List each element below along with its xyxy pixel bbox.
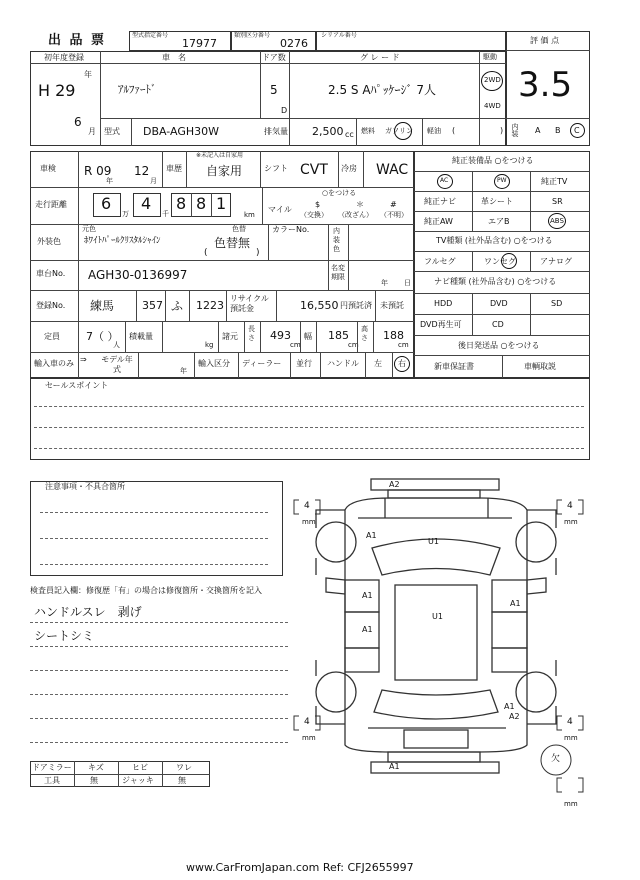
reg-number: 1223: [196, 299, 224, 312]
door-count: 5: [270, 83, 278, 97]
exterior-color: ﾎﾜｲﾄﾊﾟｰﾙｸﾘｽﾀﾙｼｬｲﾝ: [84, 236, 161, 246]
reg-area: 練馬: [90, 299, 115, 313]
note-line-2: シートシミ: [34, 629, 95, 643]
inspection-month: 12: [134, 164, 150, 178]
class-box: 類別区分番号 0276: [231, 31, 316, 51]
score-value: 3.5: [518, 65, 573, 105]
tire-rear-left: 4: [304, 717, 310, 727]
car-name: ｱﾙﾌｧｰﾄﾞ: [118, 83, 157, 96]
damage-label: A1: [362, 591, 373, 600]
width-value: 185: [328, 329, 349, 342]
notes-title: 注意事項・不具合箇所: [45, 482, 125, 491]
tire-front-right: 4: [567, 501, 573, 511]
damage-label: A1: [362, 625, 373, 634]
mileage-digit-2: 4: [141, 194, 152, 213]
length-value: 493: [270, 329, 291, 342]
recycle-value: 16,550: [300, 299, 339, 312]
reg-kana: ふ: [171, 299, 184, 313]
score-label: 評 価 点: [530, 36, 560, 45]
damage-label: A1: [504, 702, 515, 711]
model-cert-box: 型式指定番号 17977: [129, 31, 231, 51]
displacement: 2,500: [312, 125, 344, 138]
form-title: 出 品 票: [48, 33, 107, 48]
color-change: 色替無: [214, 236, 251, 250]
damage-label: A2: [389, 480, 400, 489]
damage-label: A1: [389, 762, 400, 771]
mileage-digit-1: 6: [101, 194, 112, 213]
first-reg-year: H 29: [38, 81, 76, 100]
footer-ref: www.CarFromJapan.com Ref: CFJ2655997: [186, 861, 414, 874]
capacity-value: 7（ ）: [86, 330, 119, 343]
first-reg-month: 6: [74, 115, 82, 129]
history-value: 自家用: [206, 164, 243, 178]
grade-value: 2.5 S Aﾊﾟｯｹｰｼﾞ 7人: [328, 83, 436, 97]
serial-box: シリアル番号: [316, 31, 506, 51]
damage-label: U1: [428, 537, 439, 546]
inspector-note: 検査員記入欄：修復歴「有」の場合は修復箇所・交換箇所を記入: [30, 586, 262, 595]
damage-label: A1: [366, 531, 377, 540]
tire-front-left: 4: [304, 501, 310, 511]
reg-class: 357: [142, 299, 163, 312]
mileage-digit-5: 1: [216, 194, 227, 213]
tire-rear-right: 4: [567, 717, 573, 727]
height-value: 188: [383, 329, 404, 342]
model-type: DBA-AGH30W: [143, 125, 220, 138]
chassis-number: AGH30-0136997: [88, 268, 188, 282]
ac-value: WAC: [376, 162, 409, 178]
damage-label: U1: [432, 612, 443, 621]
damage-label: A1: [510, 599, 521, 608]
mileage-digit-3: 8: [176, 194, 187, 213]
mileage-digit-4: 8: [196, 194, 207, 213]
inspection-year: R 09: [84, 164, 112, 178]
damage-label: A2: [509, 712, 520, 721]
sales-point-title: セールスポイント: [45, 381, 109, 390]
shift-value: CVT: [300, 162, 328, 178]
note-line-1: ハンドルスレ 剥げ: [34, 605, 142, 619]
spare-missing-mark: 欠: [551, 754, 561, 764]
class-value: 0276: [280, 37, 308, 50]
model-cert-value: 17977: [182, 37, 217, 50]
